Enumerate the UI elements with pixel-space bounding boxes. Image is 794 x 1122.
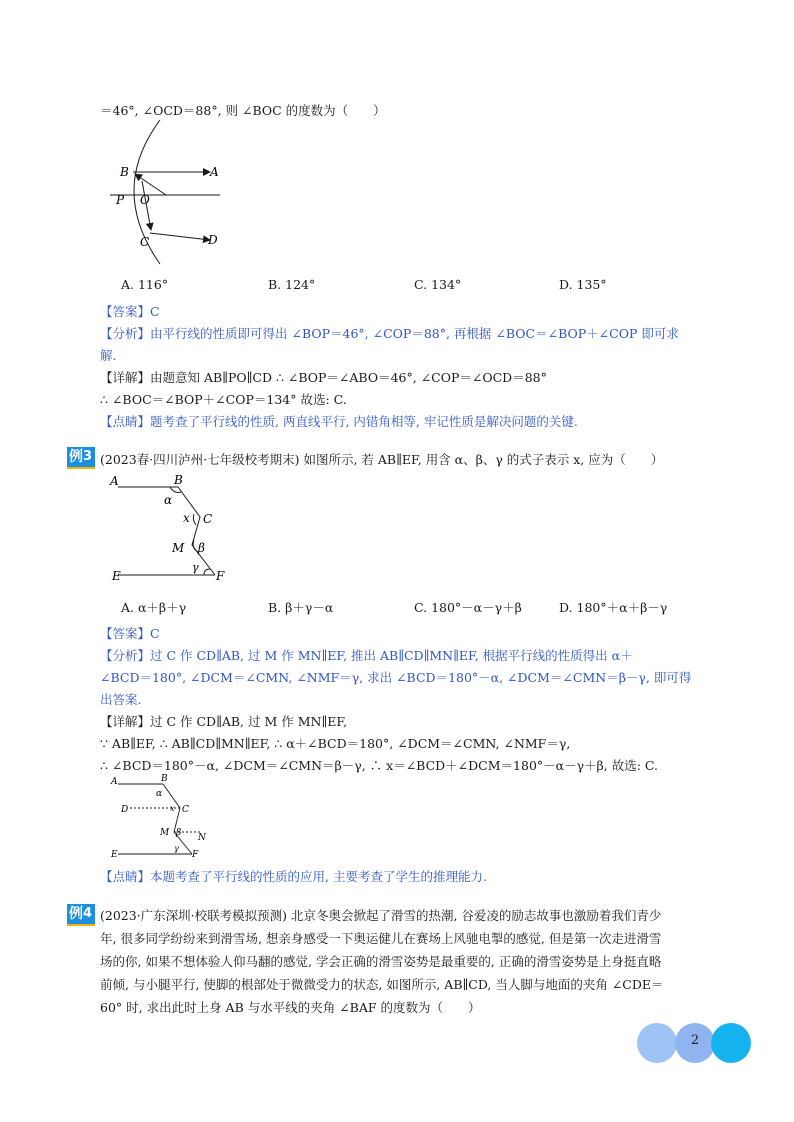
q2-analysis-1: 【分析】由平行线的性质即可得出 ∠BOP＝46°, ∠COP＝88°, 再根据 ∠BOC＝∠BOP＋∠COP 即可求 <box>100 326 679 341</box>
label-c: C <box>140 235 150 249</box>
label-c: C <box>182 805 189 815</box>
q3-comment: 【点睛】本题考查了平行线的性质的应用, 主要考查了学生的推理能力. <box>100 869 487 884</box>
label-b: B <box>174 473 183 487</box>
q3-option-c[interactable]: C. 180°－α－γ＋β <box>414 600 522 615</box>
label-beta: β <box>176 828 182 838</box>
page-decor-circle-left <box>637 1023 677 1063</box>
label-d: D <box>121 805 129 815</box>
example-3-number: 3 <box>83 449 93 464</box>
q2-answer: 【答案】C <box>100 304 160 319</box>
label-n: N <box>198 833 206 843</box>
q2-stem-tail: ＝46°, ∠OCD＝88°, 则 ∠BOC 的度数为（ ） <box>100 103 386 118</box>
q2-comment: 【点睛】题考查了平行线的性质, 两直线平行, 内错角相等, 牢记性质是解决问题的关键. <box>100 414 578 429</box>
q3-detail-3: ∴ ∠BCD＝180°－α, ∠DCM＝∠CMN＝β－γ, ∴ x＝∠BCD＋∠DCM＝180°－α－γ＋β, 故选: C. <box>100 758 659 773</box>
label-f: F <box>216 569 225 583</box>
label-m: M <box>172 541 185 555</box>
label-o: O <box>140 193 150 207</box>
label-p: P <box>116 193 125 207</box>
q3-figure <box>108 470 238 585</box>
label-b: B <box>120 165 129 179</box>
q3-analysis-1: 【分析】过 C 作 CD∥AB, 过 M 作 MN∥EF, 推出 AB∥CD∥MN∥EF, 根据平行线的性质得出 α＋ <box>100 648 633 663</box>
q4-line-2: 年, 很多同学纷纷来到滑雪场, 想亲身感受一下奥运健儿在赛场上风驰电掣的感觉, 但是第一次走进滑雪 <box>100 931 662 946</box>
q3-analysis-2: ∠BCD＝180°, ∠DCM＝∠CMN, ∠NMF＝γ, 求出 ∠BCD＝180°－α, ∠DCM＝∠CMN＝β－γ, 即可得 <box>100 670 692 685</box>
label-f: F <box>192 850 199 860</box>
label-c: C <box>203 512 213 526</box>
q2-option-d[interactable]: D. 135° <box>559 277 607 292</box>
example-4-number: 4 <box>83 906 93 921</box>
label-b: B <box>161 774 168 784</box>
q4-line-5: 60° 时, 求出此时上身 AB 与水平线的夹角 ∠BAF 的度数为（ ） <box>100 1000 481 1015</box>
label-alpha: α <box>156 789 163 799</box>
example-label: 例 <box>69 449 83 465</box>
q3-answer: 【答案】C <box>100 626 160 641</box>
q3-option-d[interactable]: D. 180°＋α＋β－γ <box>559 600 668 615</box>
label-m: M <box>160 828 170 838</box>
q4-line-1: (2023·广东深圳·校联考模拟预测) 北京冬奥会掀起了滑雪的热潮, 谷爱凌的励志故事也激励着我们青少 <box>100 908 662 923</box>
page-number: 2 <box>690 1033 700 1048</box>
label-x: x <box>183 511 190 525</box>
q3-analysis-3: 出答案. <box>100 692 142 707</box>
q2-figure <box>100 118 235 268</box>
label-a: A <box>110 474 119 488</box>
label-e: E <box>111 850 118 860</box>
q2-detail-1: 【详解】由题意知 AB∥PO∥CD ∴ ∠BOP＝∠ABO＝46°, ∠COP＝∠OCD＝88° <box>100 370 547 385</box>
q2-detail-2: ∴ ∠BOC＝∠BOP＋∠COP＝134° 故选: C. <box>100 392 347 407</box>
q4-line-4: 前倾, 与小腿平行, 使脚的根部处于微微受力的状态, 如图所示, AB∥CD, 当人脚与地面的夹角 ∠CDE＝ <box>100 977 664 992</box>
q3-option-b[interactable]: B. β＋γ－α <box>268 600 334 615</box>
example-label: 例 <box>69 906 83 922</box>
q3-detail-1: 【详解】过 C 作 CD∥AB, 过 M 作 MN∥EF, <box>100 714 348 729</box>
label-e: E <box>112 569 121 583</box>
label-d: D <box>208 233 218 247</box>
label-alpha: α <box>164 493 173 507</box>
q2-option-a[interactable]: A. 116° <box>121 277 169 292</box>
q3-detail-2: ∵ AB∥EF, ∴ AB∥CD∥MN∥EF, ∴ α＋∠BCD＝180°, ∠DCM＝∠CMN, ∠NMF＝γ, <box>100 736 571 751</box>
q2-analysis-2: 解. <box>100 348 117 363</box>
q4-line-3: 场的你, 如果不想体验人仰马翻的感觉, 学会正确的滑雪姿势是最重要的, 正确的滑雪姿势是上身挺直略 <box>100 954 662 969</box>
ray-cd <box>150 233 210 240</box>
q3-option-a[interactable]: A. α＋β＋γ <box>121 600 187 615</box>
q3-solution-figure <box>108 772 218 862</box>
q2-option-b[interactable]: B. 124° <box>268 277 316 292</box>
label-a: A <box>111 777 118 787</box>
ray-ob <box>135 174 166 195</box>
q3-stem: (2023春·四川泸州·七年级校考期末) 如图所示, 若 AB∥EF, 用含 α、β、γ 的式子表示 x, 应为（ ） <box>100 452 664 467</box>
label-gamma: γ <box>174 844 179 853</box>
label-gamma: γ <box>192 561 199 574</box>
label-a: A <box>210 165 219 179</box>
q2-option-c[interactable]: C. 134° <box>414 277 462 292</box>
label-beta: β <box>198 541 205 555</box>
page-decor-circle-right <box>711 1023 751 1063</box>
label-x: x <box>170 804 175 813</box>
